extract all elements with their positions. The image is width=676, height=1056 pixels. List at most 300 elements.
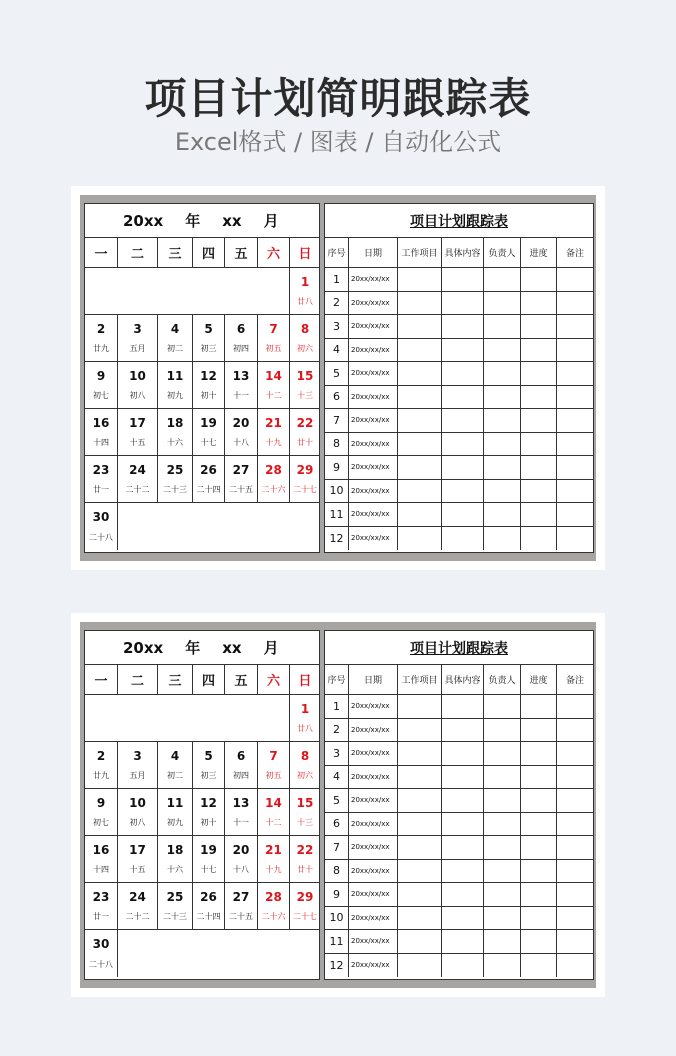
calendar-day-cell (158, 409, 193, 456)
empty-cell (484, 339, 521, 363)
row-number: 2 (325, 292, 349, 316)
lunar-date: 初二 (167, 771, 183, 781)
calendar-day-cell (85, 315, 118, 362)
lunar-date: 十七 (200, 865, 217, 875)
lunar-date: 廿十 (297, 438, 313, 448)
day-number: 19 (200, 415, 217, 430)
row-number: 6 (325, 386, 349, 410)
day-number: 24 (129, 889, 146, 904)
day-number: 22 (296, 415, 314, 430)
empty-cell (557, 339, 593, 363)
row-number: 6 (325, 813, 349, 837)
calendar-day-cell (118, 456, 158, 503)
calendar-day-cell (290, 268, 320, 315)
empty-cell (442, 813, 484, 837)
calendar-day-cell (158, 883, 193, 930)
row-number: 11 (325, 930, 349, 954)
tracker (324, 203, 594, 553)
empty-cell (398, 362, 442, 386)
empty-cell (521, 742, 557, 766)
tracker-title: 项目计划跟踪表 (325, 204, 593, 238)
calendar-day-cell (290, 409, 320, 456)
empty-cell (398, 695, 442, 719)
day-number: 26 (200, 889, 217, 904)
sheet-preview-top (71, 186, 605, 570)
lunar-date: 廿八 (297, 297, 313, 307)
day-number: 30 (92, 510, 110, 524)
lunar-date: 初五 (265, 771, 282, 781)
empty-cell (442, 860, 484, 884)
calendar-day-cell (290, 456, 320, 503)
tracker-grid (325, 238, 593, 550)
day-number: 17 (129, 415, 146, 430)
empty-cell (398, 386, 442, 410)
lunar-date: 廿九 (93, 771, 109, 781)
day-number: 29 (296, 889, 314, 904)
calendar-day-cell (118, 742, 158, 789)
empty-cell (442, 268, 484, 292)
lunar-date: 十五 (129, 438, 146, 448)
empty-cell (442, 930, 484, 954)
date-cell: 20xx/xx/xx (349, 695, 398, 719)
row-number: 1 (325, 695, 349, 719)
calendar-day-cell (193, 742, 225, 789)
calendar-day-cell (258, 836, 290, 883)
row-number: 3 (325, 742, 349, 766)
empty-cell (442, 503, 484, 527)
weekday-header: 五 (225, 238, 258, 268)
lunar-date: 二十八 (89, 533, 113, 542)
row-number: 3 (325, 315, 349, 339)
column-header: 具体内容 (442, 238, 484, 268)
date-cell: 20xx/xx/xx (349, 362, 398, 386)
lunar-date: 二十二 (125, 485, 150, 495)
lunar-date: 五月 (129, 771, 146, 781)
day-number: 24 (129, 462, 146, 477)
sheet-frame (80, 195, 596, 561)
empty-cell (484, 930, 521, 954)
calendar-day-cell (193, 836, 225, 883)
empty-cell (398, 433, 442, 457)
calendar-day-cell (193, 883, 225, 930)
day-number: 16 (92, 842, 110, 857)
empty-cell (521, 386, 557, 410)
day-number: 28 (265, 462, 282, 477)
weekday-header: 四 (193, 665, 225, 695)
date-cell: 20xx/xx/xx (349, 480, 398, 504)
day-number: 22 (296, 842, 314, 857)
day-number: 3 (133, 321, 142, 336)
row-number: 9 (325, 456, 349, 480)
calendar-day-cell (193, 315, 225, 362)
day-number: 14 (265, 368, 282, 383)
day-number: 10 (129, 795, 146, 810)
date-cell: 20xx/xx/xx (349, 339, 398, 363)
lunar-date: 十四 (93, 438, 109, 448)
empty-cell (521, 362, 557, 386)
lunar-date: 二十六 (261, 485, 286, 495)
day-number: 7 (269, 321, 278, 336)
column-header: 日期 (349, 665, 398, 695)
weekday-header: 五 (225, 665, 258, 695)
empty-cell (521, 695, 557, 719)
sheet-preview-bottom (71, 613, 605, 997)
calendar-day-cell (118, 836, 158, 883)
day-number: 17 (129, 842, 146, 857)
calendar-day-cell (85, 456, 118, 503)
empty-cell (398, 789, 442, 813)
weekday-header: 二 (118, 665, 158, 695)
day-number: 6 (236, 321, 246, 336)
day-number: 6 (236, 748, 246, 763)
empty-cell (484, 315, 521, 339)
lunar-date: 二十三 (163, 485, 187, 495)
row-number: 4 (325, 339, 349, 363)
column-header: 序号 (325, 665, 349, 695)
day-number: 18 (166, 415, 184, 430)
empty-cell (442, 409, 484, 433)
lunar-date: 十三 (297, 818, 313, 828)
weekday-header: 三 (158, 238, 193, 268)
calendar-day-cell (118, 409, 158, 456)
lunar-date: 五月 (129, 344, 146, 354)
row-number: 4 (325, 766, 349, 790)
lunar-date: 初三 (200, 771, 217, 781)
date-cell: 20xx/xx/xx (349, 386, 398, 410)
lunar-date: 初十 (200, 391, 217, 401)
day-number: 1 (300, 701, 310, 716)
date-cell: 20xx/xx/xx (349, 433, 398, 457)
weekday-header: 日 (290, 665, 320, 695)
lunar-date: 初六 (297, 344, 313, 354)
day-number: 15 (296, 368, 314, 383)
empty-cell (557, 742, 593, 766)
tracker-grid (325, 665, 593, 977)
empty-cell (557, 268, 593, 292)
empty-cell (398, 813, 442, 837)
day-number: 14 (265, 795, 282, 810)
empty-cell (521, 907, 557, 931)
empty-cell (398, 954, 442, 978)
lunar-date: 二十四 (196, 485, 221, 495)
empty-cell (484, 907, 521, 931)
calendar-grid (85, 238, 319, 550)
calendar-header (85, 204, 319, 238)
date-cell: 20xx/xx/xx (349, 930, 398, 954)
day-number: 4 (170, 321, 180, 336)
calendar-day-cell (258, 315, 290, 362)
calendar-empty-cell (118, 930, 320, 977)
row-number: 12 (325, 954, 349, 978)
empty-cell (398, 409, 442, 433)
calendar-day-cell (158, 789, 193, 836)
empty-cell (442, 386, 484, 410)
lunar-date: 十一 (233, 818, 249, 828)
date-cell: 20xx/xx/xx (349, 719, 398, 743)
day-number: 27 (232, 462, 250, 477)
calendar-day-cell (290, 315, 320, 362)
calendar-day-cell (258, 789, 290, 836)
empty-cell (398, 907, 442, 931)
empty-cell (398, 766, 442, 790)
empty-cell (442, 480, 484, 504)
empty-cell (398, 268, 442, 292)
date-cell: 20xx/xx/xx (349, 742, 398, 766)
empty-cell (398, 480, 442, 504)
calendar-day-cell (118, 883, 158, 930)
calendar-empty-cell (85, 695, 290, 742)
calendar-day-cell (158, 456, 193, 503)
calendar-empty-cell (85, 268, 290, 315)
date-cell: 20xx/xx/xx (349, 813, 398, 837)
lunar-date: 廿一 (93, 912, 109, 922)
empty-cell (442, 315, 484, 339)
empty-cell (398, 456, 442, 480)
empty-cell (557, 789, 593, 813)
empty-cell (484, 409, 521, 433)
empty-cell (521, 527, 557, 551)
day-number: 20 (232, 415, 250, 430)
calendar-day-cell (193, 409, 225, 456)
date-cell: 20xx/xx/xx (349, 883, 398, 907)
calendar-day-cell (290, 695, 320, 742)
calendar-day-cell (225, 409, 258, 456)
day-number: 26 (200, 462, 217, 477)
calendar-day-cell (85, 409, 118, 456)
column-header: 具体内容 (442, 665, 484, 695)
calendar-day-cell (225, 362, 258, 409)
empty-cell (442, 766, 484, 790)
calendar-day-cell (290, 742, 320, 789)
lunar-date: 二十七 (293, 912, 317, 922)
day-number: 16 (92, 415, 110, 430)
row-number: 2 (325, 719, 349, 743)
date-cell: 20xx/xx/xx (349, 789, 398, 813)
weekday-header: 四 (193, 238, 225, 268)
calendar-day-cell (258, 456, 290, 503)
lunar-date: 初三 (200, 344, 217, 354)
date-cell: 20xx/xx/xx (349, 954, 398, 978)
empty-cell (484, 456, 521, 480)
month-unit: 月 (263, 639, 279, 657)
empty-cell (398, 339, 442, 363)
calendar-day-cell (158, 742, 193, 789)
empty-cell (398, 527, 442, 551)
day-number: 13 (232, 795, 250, 810)
lunar-date: 廿九 (93, 344, 109, 354)
date-cell: 20xx/xx/xx (349, 315, 398, 339)
calendar (84, 630, 320, 980)
empty-cell (557, 362, 593, 386)
row-number: 10 (325, 480, 349, 504)
empty-cell (442, 292, 484, 316)
day-number: 27 (232, 889, 250, 904)
empty-cell (442, 836, 484, 860)
day-number: 25 (166, 462, 184, 477)
empty-cell (557, 766, 593, 790)
row-number: 5 (325, 789, 349, 813)
empty-cell (398, 860, 442, 884)
empty-cell (557, 719, 593, 743)
lunar-date: 十六 (167, 865, 183, 875)
weekday-header: 六 (258, 665, 290, 695)
calendar-day-cell (258, 362, 290, 409)
empty-cell (521, 813, 557, 837)
day-number: 23 (92, 889, 110, 904)
calendar-day-cell (225, 883, 258, 930)
empty-cell (398, 292, 442, 316)
empty-cell (484, 766, 521, 790)
calendar-day-cell (225, 315, 258, 362)
empty-cell (442, 883, 484, 907)
day-number: 21 (265, 415, 282, 430)
empty-cell (484, 362, 521, 386)
date-cell: 20xx/xx/xx (349, 456, 398, 480)
empty-cell (442, 907, 484, 931)
empty-cell (398, 742, 442, 766)
weekday-header: 二 (118, 238, 158, 268)
day-number: 5 (204, 321, 213, 336)
empty-cell (557, 386, 593, 410)
empty-cell (557, 409, 593, 433)
empty-cell (484, 527, 521, 551)
calendar-day-cell (258, 742, 290, 789)
empty-cell (484, 433, 521, 457)
calendar-day-cell (193, 789, 225, 836)
weekday-header: 一 (85, 238, 118, 268)
calendar-day-cell (193, 362, 225, 409)
row-number: 8 (325, 433, 349, 457)
empty-cell (484, 860, 521, 884)
day-number: 11 (166, 368, 184, 383)
empty-cell (557, 527, 593, 551)
empty-cell (521, 409, 557, 433)
row-number: 7 (325, 836, 349, 860)
empty-cell (442, 954, 484, 978)
lunar-date: 二十四 (196, 912, 221, 922)
empty-cell (484, 742, 521, 766)
empty-cell (521, 719, 557, 743)
lunar-date: 十八 (233, 438, 249, 448)
year-unit: 年 (185, 639, 201, 657)
empty-cell (521, 292, 557, 316)
day-number: 13 (232, 368, 250, 383)
calendar (84, 203, 320, 553)
month-label: xx (222, 638, 242, 657)
lunar-date: 二十六 (261, 912, 286, 922)
day-number: 23 (92, 462, 110, 477)
calendar-day-cell (85, 362, 118, 409)
lunar-date: 二十三 (163, 912, 187, 922)
calendar-day-cell (225, 456, 258, 503)
lunar-date: 十三 (297, 391, 313, 401)
calendar-day-cell (258, 883, 290, 930)
date-cell: 20xx/xx/xx (349, 268, 398, 292)
empty-cell (557, 480, 593, 504)
day-number: 11 (166, 795, 184, 810)
lunar-date: 初四 (233, 771, 249, 781)
column-header: 序号 (325, 238, 349, 268)
tracker-title: 项目计划跟踪表 (325, 631, 593, 665)
lunar-date: 二十五 (229, 485, 253, 495)
day-number: 30 (92, 937, 110, 951)
column-header: 日期 (349, 238, 398, 268)
empty-cell (484, 503, 521, 527)
day-number: 8 (300, 748, 310, 763)
lunar-date: 十二 (265, 391, 282, 401)
date-cell: 20xx/xx/xx (349, 527, 398, 551)
calendar-day-cell (85, 836, 118, 883)
calendar-header (85, 631, 319, 665)
empty-cell (442, 456, 484, 480)
lunar-date: 廿一 (93, 485, 109, 495)
lunar-date: 廿十 (297, 865, 313, 875)
calendar-day-cell (290, 836, 320, 883)
year-label: 20xx (123, 211, 164, 230)
empty-cell (398, 836, 442, 860)
lunar-date: 初四 (233, 344, 249, 354)
lunar-date: 十五 (129, 865, 146, 875)
lunar-date: 十九 (265, 438, 282, 448)
calendar-day-cell (85, 742, 118, 789)
empty-cell (442, 362, 484, 386)
day-number: 9 (96, 368, 106, 383)
empty-cell (442, 527, 484, 551)
lunar-date: 二十八 (89, 960, 113, 969)
calendar-day-cell (158, 362, 193, 409)
empty-cell (521, 789, 557, 813)
lunar-date: 初九 (167, 391, 183, 401)
empty-cell (484, 268, 521, 292)
calendar-day-cell (290, 883, 320, 930)
day-number: 15 (296, 795, 314, 810)
day-number: 19 (200, 842, 217, 857)
empty-cell (521, 836, 557, 860)
day-number: 12 (200, 795, 217, 810)
day-number: 29 (296, 462, 314, 477)
lunar-date: 十一 (233, 391, 249, 401)
empty-cell (521, 954, 557, 978)
lunar-date: 十八 (233, 865, 249, 875)
tracker (324, 630, 594, 980)
calendar-day-cell (85, 930, 118, 977)
day-number: 10 (129, 368, 146, 383)
calendar-day-cell (225, 789, 258, 836)
day-number: 20 (232, 842, 250, 857)
empty-cell (398, 930, 442, 954)
lunar-date: 初五 (265, 344, 282, 354)
calendar-empty-cell (118, 503, 320, 550)
empty-cell (484, 954, 521, 978)
empty-cell (521, 503, 557, 527)
empty-cell (521, 339, 557, 363)
empty-cell (484, 813, 521, 837)
sheet-frame (80, 622, 596, 988)
calendar-day-cell (290, 362, 320, 409)
calendar-day-cell (225, 836, 258, 883)
calendar-day-cell (225, 742, 258, 789)
row-number: 10 (325, 907, 349, 931)
lunar-date: 初七 (93, 818, 109, 828)
empty-cell (557, 954, 593, 978)
empty-cell (557, 836, 593, 860)
empty-cell (521, 883, 557, 907)
lunar-date: 初十 (200, 818, 217, 828)
day-number: 8 (300, 321, 310, 336)
empty-cell (521, 930, 557, 954)
empty-cell (484, 695, 521, 719)
lunar-date: 廿八 (297, 724, 313, 734)
